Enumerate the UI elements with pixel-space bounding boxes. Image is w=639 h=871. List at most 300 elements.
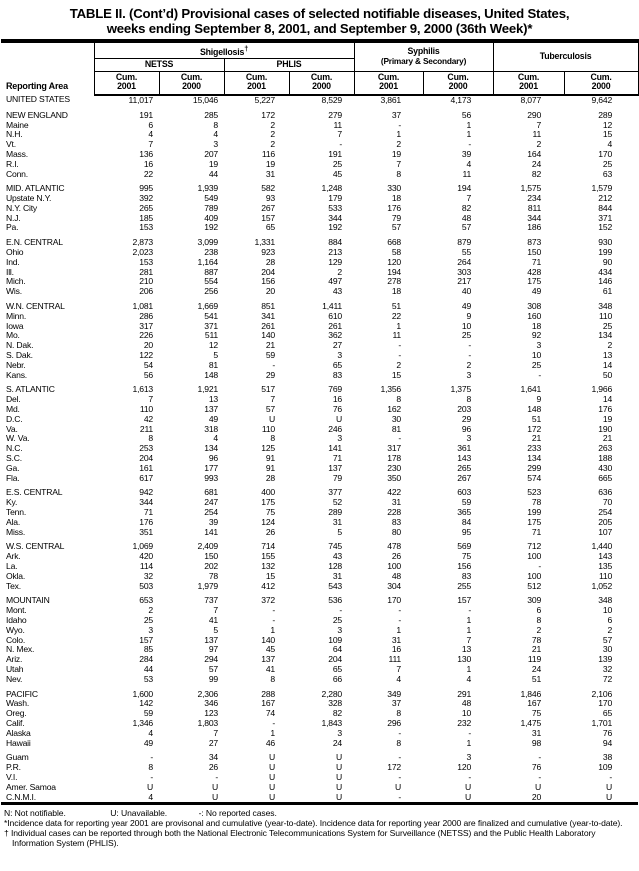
value-cell: 995	[139, 183, 153, 194]
value-cell: 5	[337, 526, 343, 537]
value-cell: 230	[387, 462, 402, 473]
value-cell: 15,046	[192, 94, 218, 105]
value-cell: 3	[536, 340, 542, 351]
value-cell: U	[395, 781, 402, 792]
value-cell: 1	[466, 129, 472, 140]
value-cell: 40	[461, 286, 472, 297]
value-cell: 59	[143, 708, 153, 719]
value-cell: 51	[531, 413, 542, 424]
value-cell: U	[564, 793, 638, 804]
cum-year-header-6: Cum. 2001	[493, 71, 564, 95]
value-cell: 31	[391, 497, 402, 508]
table-row	[1, 170, 638, 180]
value-cell: 61	[602, 286, 613, 297]
value-cell: 31	[332, 570, 343, 581]
value-cell: 412	[261, 580, 275, 591]
value-cell: 34	[208, 752, 218, 763]
value-cell: 83	[461, 570, 472, 581]
value-cell: 157	[261, 212, 275, 223]
syphilis-label-line1: Syphilis	[407, 46, 440, 57]
reporting-area-cell: Ark.	[6, 551, 21, 562]
table-row	[1, 636, 638, 646]
value-cell: 3	[337, 350, 343, 361]
table-row	[1, 361, 638, 371]
value-cell: 64	[332, 644, 343, 655]
value-cell: 119	[527, 654, 542, 665]
value-cell: 942	[139, 487, 153, 498]
value-cell: 9	[466, 310, 472, 321]
table-body	[1, 95, 638, 804]
reporting-area-cell: Maine	[6, 119, 29, 130]
reporting-area-cell: Mass.	[6, 148, 28, 159]
value-cell: 1,081	[132, 301, 153, 312]
value-cell: 109	[598, 762, 613, 773]
reporting-area-cell: W. Va.	[6, 433, 30, 444]
value-cell: 19	[391, 148, 402, 159]
value-cell: 78	[531, 497, 542, 508]
value-cell: 636	[598, 487, 613, 498]
reporting-area-cell: V.I.	[6, 771, 18, 782]
value-cell: 299	[527, 462, 542, 473]
reporting-area-cell: Del.	[6, 394, 21, 405]
value-cell: 7	[536, 119, 542, 130]
value-cell: 57	[461, 222, 472, 233]
value-cell: 11	[532, 129, 542, 140]
value-cell: 1	[466, 624, 472, 635]
value-cell: 175	[527, 516, 542, 527]
value-cell: 371	[204, 320, 218, 331]
value-cell: 1	[466, 119, 472, 130]
value-cell: 8,529	[321, 94, 343, 105]
value-cell: 24	[531, 663, 542, 674]
value-cell: 879	[457, 237, 472, 248]
reporting-area-cell: N.Y. City	[6, 202, 37, 213]
value-cell: 31	[531, 727, 542, 738]
value-cell: 191	[139, 109, 153, 120]
value-cell: 205	[598, 516, 613, 527]
value-cell: 2	[270, 139, 275, 150]
table-row	[1, 596, 638, 606]
table-row	[1, 552, 638, 562]
value-cell: 844	[598, 202, 613, 213]
value-cell: 344	[139, 497, 153, 508]
value-cell: 172	[261, 109, 275, 120]
cum-year-header-5: Cum. 2000	[423, 71, 493, 95]
reporting-area-cell: Ind.	[6, 256, 20, 267]
value-cell: 7	[396, 663, 402, 674]
value-cell: 9	[536, 394, 542, 405]
reporting-area-cell: Kans.	[6, 369, 27, 380]
table-row	[1, 793, 638, 804]
value-cell: 29	[461, 413, 472, 424]
value-cell: U	[268, 781, 275, 792]
value-cell: 65	[332, 663, 343, 674]
value-cell: 1,069	[132, 541, 153, 552]
value-cell: 1,701	[591, 717, 613, 728]
table-row	[1, 238, 638, 248]
value-cell: 317	[387, 443, 402, 454]
table-row	[1, 763, 638, 773]
table-row	[1, 582, 638, 592]
value-cell: 4	[94, 793, 159, 804]
value-cell: 434	[598, 266, 613, 277]
value-cell: 164	[527, 148, 542, 159]
value-cell: 8	[213, 119, 218, 130]
value-cell: U	[211, 781, 218, 792]
value-cell: 2	[396, 139, 402, 150]
value-cell: 18	[391, 193, 402, 204]
value-cell: 204	[328, 654, 343, 665]
value-cell: -	[398, 350, 402, 361]
value-cell: 288	[261, 688, 275, 699]
table-row	[1, 258, 638, 268]
value-cell: U	[336, 762, 343, 773]
value-cell: 3,099	[197, 237, 218, 248]
value-cell: 247	[204, 497, 218, 508]
value-cell: 99	[208, 673, 218, 684]
value-cell: 681	[204, 487, 218, 498]
value-cell: -	[398, 340, 402, 351]
value-cell: 1,248	[321, 183, 343, 194]
reporting-area-cell: W.S. CENTRAL	[6, 541, 65, 552]
reporting-area-cell: Mo.	[6, 330, 20, 341]
value-cell: 134	[598, 330, 613, 341]
value-cell: 194	[387, 266, 402, 277]
footnote-star: *Incidence data for reporting year 2001 are provisonal and cumulative (year-to-date). Incidence data for reporting year 2000 are finalized and cumulative (year-to-date).	[4, 818, 623, 829]
value-cell: 52	[332, 497, 343, 508]
reporting-area-cell: Vt.	[6, 139, 16, 150]
value-cell: 226	[139, 330, 153, 341]
value-cell: 665	[598, 472, 613, 483]
value-cell: 79	[391, 212, 402, 223]
value-cell: 8	[148, 762, 153, 773]
value-cell: 55	[461, 247, 472, 258]
reporting-area-cell: Nebr.	[6, 359, 26, 370]
value-cell: 66	[332, 673, 343, 684]
value-cell: U	[289, 793, 354, 804]
value-cell: 3	[466, 369, 472, 380]
value-cell: 161	[139, 462, 153, 473]
value-cell: 72	[602, 673, 613, 684]
value-cell: 56	[461, 109, 472, 120]
value-cell: 737	[204, 595, 218, 606]
value-cell: 2	[607, 624, 613, 635]
value-cell: 232	[457, 717, 472, 728]
footnote-no-reported-cases: -: No reported cases.	[198, 808, 277, 819]
value-cell: 194	[457, 183, 472, 194]
table-row	[1, 488, 638, 498]
table-title	[1, 6, 638, 36]
value-cell: 43	[332, 551, 343, 562]
value-cell: 6	[148, 119, 153, 130]
reporting-area-cell: Conn.	[6, 168, 28, 179]
value-cell: 497	[328, 276, 343, 287]
value-cell: 14	[602, 359, 613, 370]
table-row	[1, 194, 638, 204]
value-cell: 1,411	[322, 301, 343, 312]
value-cell: 344	[328, 212, 343, 223]
table-row	[1, 302, 638, 312]
value-cell: 923	[261, 247, 275, 258]
value-cell: 304	[387, 580, 402, 591]
value-cell: 286	[139, 310, 153, 321]
table-row	[1, 675, 638, 685]
value-cell: 20	[265, 286, 275, 297]
table-row	[1, 699, 638, 709]
value-cell: 76	[531, 762, 542, 773]
value-cell: 284	[139, 654, 153, 665]
reporting-area-cell: Utah	[6, 663, 24, 674]
value-cell: 65	[602, 708, 613, 719]
value-cell: 213	[328, 247, 343, 258]
value-cell: 70	[602, 497, 613, 508]
value-cell: 167	[527, 698, 542, 709]
value-cell: 18	[391, 286, 402, 297]
value-cell: 44	[208, 168, 218, 179]
value-cell: 2,280	[321, 688, 343, 699]
table-row	[1, 773, 638, 783]
value-cell: 57	[602, 634, 613, 645]
value-cell: 120	[457, 762, 472, 773]
value-cell: 31	[391, 634, 402, 645]
value-cell: 57	[391, 222, 402, 233]
value-cell: -	[468, 771, 472, 782]
value-cell: 8,077	[520, 94, 542, 105]
reporting-area-cell: E.S. CENTRAL	[6, 487, 63, 498]
value-cell: 8	[148, 433, 153, 444]
value-cell: U	[224, 793, 289, 804]
value-cell: 362	[328, 330, 343, 341]
value-cell: 4,173	[450, 94, 472, 105]
syphilis-label-line2: (Primary & Secondary)	[380, 55, 467, 66]
value-cell: 20	[493, 793, 564, 804]
value-cell: 59	[461, 497, 472, 508]
reporting-area-cell: La.	[6, 560, 18, 571]
reporting-area-cell: Mich.	[6, 276, 26, 287]
reporting-area-cell: Pa.	[6, 222, 19, 233]
value-cell: 19	[602, 413, 613, 424]
reporting-area-cell: Md.	[6, 404, 20, 415]
value-cell: 285	[204, 109, 218, 120]
notifiable-diseases-table	[1, 39, 639, 805]
table-row	[1, 331, 638, 341]
reporting-area-header: Reporting Area	[1, 41, 94, 95]
value-cell: 14	[602, 394, 613, 405]
value-cell: 78	[208, 570, 218, 581]
value-cell: 2	[536, 624, 542, 635]
table-row	[1, 405, 638, 415]
value-cell: 41	[208, 614, 218, 625]
reporting-area-cell: S.C.	[6, 453, 22, 464]
value-cell: 309	[527, 595, 542, 606]
value-cell: 76	[332, 404, 343, 415]
value-cell: 22	[391, 310, 402, 321]
value-cell: 887	[204, 266, 218, 277]
value-cell: -	[398, 605, 402, 616]
table-row	[1, 616, 638, 626]
value-cell: 543	[328, 580, 343, 591]
value-cell: 203	[457, 404, 472, 415]
value-cell: 83	[332, 369, 343, 380]
value-cell: 254	[204, 507, 218, 517]
table-row	[1, 518, 638, 528]
reporting-area-cell: N. Dak.	[6, 340, 34, 351]
value-cell: 129	[328, 256, 343, 267]
value-cell: 365	[457, 507, 472, 517]
value-cell: U	[268, 752, 275, 763]
value-cell: 210	[139, 276, 153, 287]
value-cell: -	[398, 614, 402, 625]
value-cell: 41	[265, 663, 275, 674]
reporting-area-cell: N. Mex.	[6, 644, 35, 655]
value-cell: 789	[204, 202, 218, 213]
table-row	[1, 184, 638, 194]
value-cell: 50	[602, 369, 613, 380]
value-cell: U	[423, 793, 493, 804]
value-cell: 137	[261, 654, 275, 665]
value-cell: 430	[598, 462, 613, 473]
table-row	[1, 606, 638, 616]
value-cell: 7	[270, 394, 275, 405]
value-cell: 4	[213, 129, 218, 140]
table-row	[1, 655, 638, 665]
value-cell: -	[398, 119, 402, 130]
value-cell: 255	[457, 580, 472, 591]
value-cell: 549	[204, 193, 218, 204]
value-cell: 281	[139, 266, 153, 277]
table-title-line2: weeks ending September 8, 2001, and September 9, 2000 (36th Week)*	[106, 21, 533, 36]
reporting-area-cell: N.H.	[6, 129, 23, 140]
value-cell: 261	[328, 320, 343, 331]
value-cell: 308	[527, 301, 542, 312]
value-cell: 148	[527, 404, 542, 415]
value-cell: 49	[208, 413, 218, 424]
reporting-area-cell: Ga.	[6, 462, 20, 473]
reporting-area-cell: Amer. Samoa	[6, 781, 56, 792]
value-cell: 75	[531, 708, 542, 719]
value-cell: 26	[391, 551, 402, 562]
value-cell: 27	[208, 737, 218, 748]
reporting-area-cell: Fla.	[6, 472, 20, 483]
value-cell: 1,440	[591, 541, 613, 552]
table-row	[1, 130, 638, 140]
value-cell: 228	[387, 507, 402, 517]
value-cell: -	[468, 727, 472, 738]
value-cell: 27	[332, 340, 343, 351]
value-cell: 3	[148, 624, 153, 635]
table-row	[1, 277, 638, 287]
value-cell: 176	[387, 202, 402, 213]
value-cell: 81	[208, 359, 218, 370]
value-cell: -	[272, 614, 275, 625]
reporting-area-cell: Mont.	[6, 605, 27, 616]
value-cell: 45	[265, 644, 275, 655]
table-row	[1, 572, 638, 582]
value-cell: 175	[527, 276, 542, 287]
value-cell: 167	[261, 698, 275, 709]
value-cell: 146	[598, 276, 613, 287]
value-cell: 16	[332, 394, 343, 405]
value-cell: 31	[332, 516, 343, 527]
value-cell: 5	[213, 624, 218, 635]
value-cell: 8	[396, 394, 402, 405]
reporting-area-cell: Okla.	[6, 570, 26, 581]
value-cell: -	[272, 717, 275, 728]
value-cell: 24	[332, 737, 343, 748]
value-cell: 554	[204, 276, 218, 287]
value-cell: -	[215, 771, 218, 782]
value-cell: 178	[387, 453, 402, 464]
value-cell: 91	[265, 453, 275, 464]
value-cell: 191	[328, 148, 343, 159]
reporting-area-cell: N.C.	[6, 443, 23, 454]
value-cell: 422	[387, 487, 402, 498]
cum-year-header-2: Cum. 2001	[224, 71, 289, 95]
value-cell: 53	[143, 673, 153, 684]
value-cell: 202	[204, 560, 218, 571]
value-cell: 2,106	[591, 688, 613, 699]
reporting-area-cell: Tex.	[6, 580, 21, 591]
table-row	[1, 562, 638, 572]
value-cell: 15	[391, 369, 402, 380]
value-cell: 400	[261, 487, 275, 498]
value-cell: 31	[265, 168, 275, 179]
table-row	[1, 371, 638, 381]
value-cell: 1,356	[380, 384, 402, 395]
table-row	[1, 425, 638, 435]
value-cell: 137	[328, 462, 343, 473]
value-cell: 1,579	[591, 183, 613, 194]
value-cell: 111	[388, 654, 402, 665]
value-cell: 65	[265, 222, 275, 233]
value-cell: 291	[457, 688, 472, 699]
value-cell: 344	[527, 212, 542, 223]
reporting-area-cell: Idaho	[6, 614, 27, 625]
table-row	[1, 160, 638, 170]
value-cell: 851	[261, 301, 275, 312]
value-cell: 38	[602, 752, 613, 763]
value-cell: 4	[466, 158, 472, 169]
value-cell: 192	[328, 222, 343, 233]
reporting-area-cell: Calif.	[6, 717, 25, 728]
value-cell: 132	[261, 560, 275, 571]
value-cell: 58	[391, 247, 402, 258]
value-cell: 5,227	[254, 94, 275, 105]
value-cell: 714	[261, 541, 275, 552]
reporting-area-cell: R.I.	[6, 158, 19, 169]
value-cell: -	[150, 771, 153, 782]
value-cell: 25	[531, 359, 542, 370]
table-row	[1, 322, 638, 332]
value-cell: 1,669	[197, 301, 218, 312]
table-row	[1, 434, 638, 444]
reporting-area-cell: Va.	[6, 423, 18, 434]
value-cell: 57	[265, 404, 275, 415]
value-cell: 134	[527, 453, 542, 464]
value-cell: 71	[143, 507, 153, 517]
reporting-area-cell: Alaska	[6, 727, 31, 738]
value-cell: 265	[457, 462, 472, 473]
reporting-area-cell: N.J.	[6, 212, 21, 223]
table-row	[1, 645, 638, 655]
value-cell: 2	[607, 340, 613, 351]
value-cell: 536	[328, 595, 343, 606]
table-row	[1, 542, 638, 552]
value-cell: 263	[598, 443, 613, 454]
value-cell: 21	[602, 433, 613, 444]
value-cell: 1,846	[520, 688, 542, 699]
value-cell: 94	[602, 737, 613, 748]
